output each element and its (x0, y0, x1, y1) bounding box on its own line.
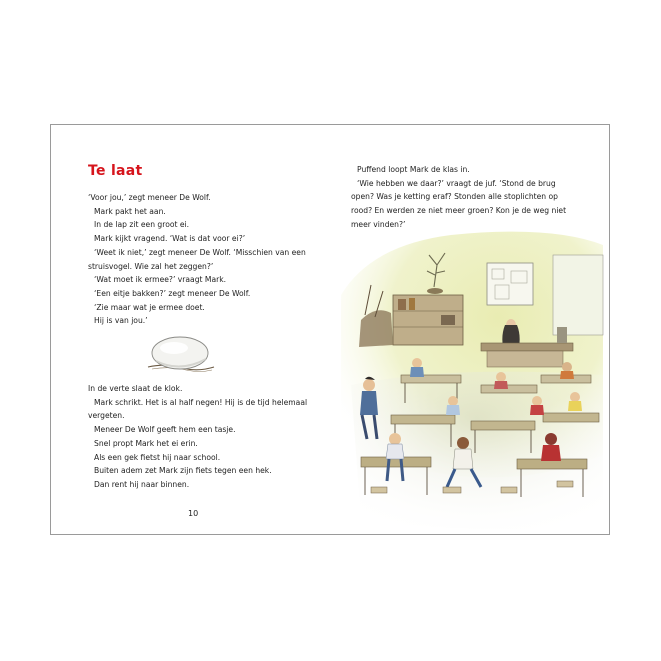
chapter-title: Te laat (88, 163, 143, 179)
right-page (331, 125, 610, 534)
page-number: 10 (188, 509, 199, 518)
egg-illustration (146, 331, 216, 377)
text-line: Dan rent hij naar binnen. (94, 479, 190, 489)
story-paragraph-1 (88, 191, 306, 328)
text-line: Snel propt Mark het ei erin. (94, 438, 198, 448)
text-line: struisvogel. Wie zal het zeggen?’ (88, 261, 214, 271)
text-line: vergeten. (88, 411, 125, 421)
text-line: Hij is van jou.’ (94, 316, 148, 326)
text-line: In de verte slaat de klok. (88, 384, 183, 393)
classroom-illustration (331, 225, 610, 535)
text-line: ‘Wat moet ik ermee?’ vraagt Mark. (94, 275, 227, 285)
text-line: Als een gek fietst hij naar school. (94, 452, 221, 462)
book-spread (50, 124, 610, 535)
text-line: ‘Wie hebben we daar?’ vraagt de juf. ‘Stond de brug (357, 178, 556, 188)
text-line: rood? En werden ze niet meer groen? Kon je de weg niet (351, 206, 567, 216)
text-line: Mark schrikt. Het is al half negen! Hij is de tijd helemaal (94, 397, 308, 407)
text-line: ‘Weet ik niet,’ zegt meneer De Wolf. ‘Misschien van een (94, 247, 306, 257)
text-line: Meneer De Wolf geeft hem een tasje. (94, 425, 236, 435)
text-line: Mark kijkt vragend. ‘Wat is dat voor ei?’ (94, 234, 246, 244)
text-line: Buiten adem zet Mark zijn fiets tegen een hek. (94, 466, 272, 476)
text-line: ‘Een eitje bakken?’ zegt meneer De Wolf. (94, 288, 251, 298)
text-line: open? Was je ketting eraf? Stonden alle stoplichten op (351, 192, 558, 202)
text-line: In de lap zit een groot ei. (94, 220, 190, 230)
text-line: Puffend loopt Mark de klas in. (357, 165, 470, 174)
story-paragraph-3 (351, 163, 566, 232)
text-line: meer vinden?’ (351, 219, 406, 229)
text-line: Mark pakt het aan. (94, 206, 166, 216)
text-line: ‘Voor jou,’ zegt meneer De Wolf. (88, 193, 211, 202)
left-page (51, 125, 331, 534)
story-paragraph-2 (88, 382, 307, 492)
text-line: ‘Zie maar wat je ermee doet. (94, 302, 205, 312)
